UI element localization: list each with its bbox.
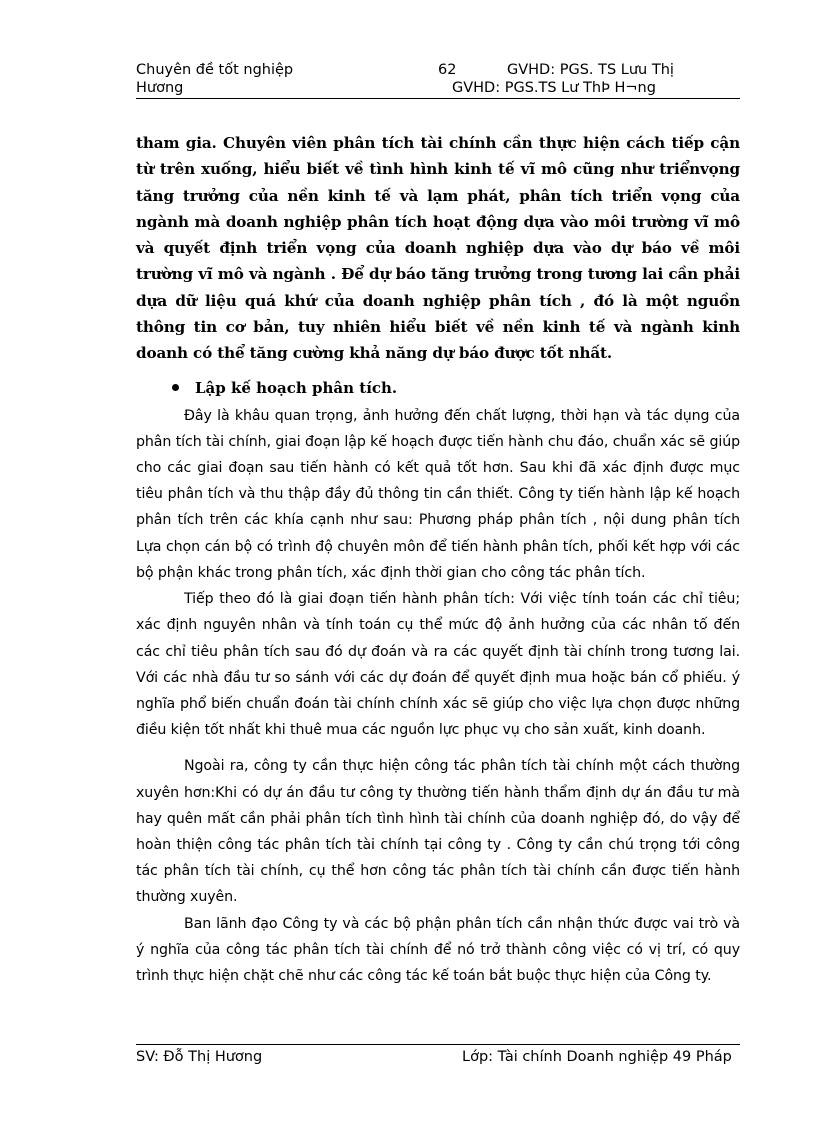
paragraph: Tiếp theo đó là giai đoạn tiến hành phân tích: Với việc tính toán các chỉ tiêu; xác định nguyên nhân và tính toán cụ thể mức độ ảnh hưởng của các nhân tố đến các chỉ tiêu phân tích sau đó dự đoán và ra các quyết định tài chính trong tương lai. Với các nhà đầu tư so sánh với các dự đoán để quyết định mua hoặc bán cổ phiếu. ý nghĩa phổ biến chuẩn đoán tài chính chính xác sẽ giúp cho việc lựa chọn được những điều kiện tốt nhất khi thuê mua các nguồn lực phục vụ cho sản xuất, kinh doanh. <box>136 591 740 739</box>
bullet-heading <box>172 376 740 400</box>
footer-divider <box>136 1044 740 1045</box>
footer-class: Lớp: Tài chính Doanh nghiệp 49 Pháp <box>462 1049 732 1065</box>
page-number: 62 <box>438 62 457 78</box>
footer-student: SV: Đỗ Thị Hương <box>136 1049 263 1065</box>
paragraph: Ban lãnh đạo Công ty và các bộ phận phân tích cần nhận thức được vai trò và ý nghĩa của công tác phân tích tài chính để nó trở thành công việc có vị trí, có quy trình thực hiện chặt chẽ như các công tác kế toán bắt buộc thực hiện của Công ty. <box>136 915 740 984</box>
header-advisor-garbled: GVHD: PGS.TS Lư ThÞ H¬ng <box>452 80 656 96</box>
bullet-dot-icon <box>172 384 179 391</box>
header-title: Chuyên đề tốt nghiệp <box>136 62 294 78</box>
header-advisor: GVHD: PGS. TS Lưu Thị <box>507 62 674 78</box>
header-advisor-continued: Hương <box>136 80 184 96</box>
header-divider <box>136 98 740 99</box>
intro-paragraph: tham gia. Chuyên viên phân tích tài chính cần thực hiện cách tiếp cận từ trên xuống, hiểu biết về tình hình kinh tế vĩ mô cũng như triểnvọng tăng trưởng của nền kinh tế và lạm phát, phân tích triển vọng của ngành mà doanh nghiệp phân tích hoạt động dựa vào môi trường vĩ mô và quyết định triển vọng của doanh nghiệp dựa vào dự báo về môi trường vĩ mô và ngành . Để dự báo tăng trưởng trong tương lai cần phải dựa dữ liệu quá khứ của doanh nghiệp phân tích , đó là một nguồn thông tin cơ bản, tuy nhiên hiểu biết về nền kinh tế và ngành kinh doanh có thể tăng cường khả năng dự báo được tốt nhất. <box>136 134 740 363</box>
paragraph: Ngoài ra, công ty cần thực hiện công tác phân tích tài chính một cách thường xuyên hơn:Khi có dự án đầu tư công ty thường tiến hành thẩm định dự án đầu tư mà hay quên mất cần phải phân tích tình hình tài chính của doanh nghiệp đó, do vậy để hoàn thiện công tác phân tích tài chính tại công ty . Công ty cần chú trọng tới công tác phân tích tài chính, cụ thể hơn công tác phân tích tài chính cần được tiến hành thường xuyên. <box>136 758 740 906</box>
paragraph: Đây là khâu quan trọng, ảnh hưởng đến chất lượng, thời hạn và tác dụng của phân tích tài chính, giai đoạn lập kế hoạch được tiến hành chu đáo, chuẩn xác sẽ giúp cho các giai đoạn sau tiến hành có kết quả tốt hơn. Sau khi đã xác định được mục tiêu phân tích và thu thập đầy đủ thông tin cần thiết. Công ty tiến hành lập kế hoạch phân tích trên các khía cạnh như sau: Phương pháp phân tích , nội dung phân tích Lựa chọn cán bộ có trình độ chuyên môn để tiến hành phân tích, phối kết hợp với các bộ phận khác trong phân tích, xác định thời gian cho công tác phân tích. <box>136 407 740 581</box>
bullet-heading-text: Lập kế hoạch phân tích. <box>195 378 398 397</box>
page-body <box>136 130 740 989</box>
